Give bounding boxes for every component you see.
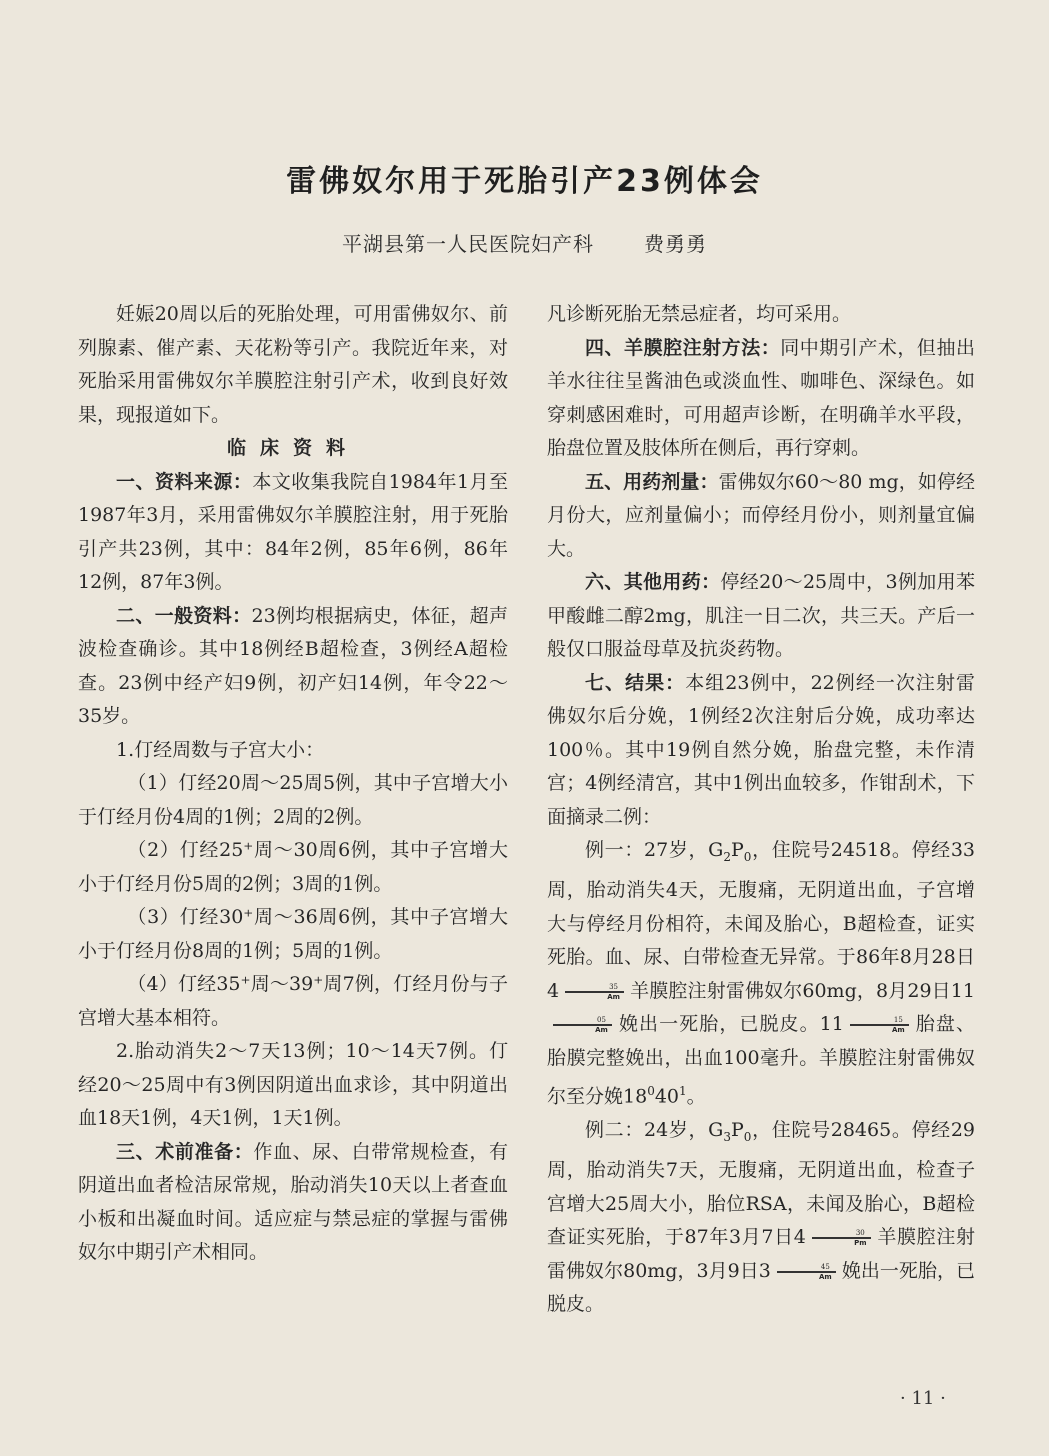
case-one: 例一：27岁，$G_2P_0$，住院号24518。停经33周，胎动消失4天，无腹痛，无阴道出血，子宫增大与停经月份相符，未闻及胎心，B超检查，证实死胎。血、尿、白带检查无异常。于86年8月28日4 $\frac{35}{Am}$ 羊膜腔注射雷佛奴尔60mg，8月29日11 $\frac{05}{Am}$ 娩出一死胎，已脱皮。11 $\frac{15}{Am}$ 胎盘、胎膜完整娩出，出血100毫升。羊膜腔注射雷佛奴尔至分娩$18^040^1$。 bbox=[547, 839, 976, 1108]
paragraph: 四、羊膜腔注射方法：同中期引产术，但抽出羊水往往呈酱油色或淡血性、咖啡色、深绿色。如穿刺感困难时，可用超声诊断，在明确羊水平段，胎盘位置及肢体所在侧后，再行穿刺。 bbox=[547, 336, 975, 459]
right-column bbox=[547, 298, 975, 1322]
section-heading: 六、其他用药： bbox=[585, 571, 721, 593]
paragraph: 一、资料来源：本文收集我院自1984年1月至1987年3月，采用雷佛奴尔羊膜腔注射，用于死胎引产共23例，其中：84年2例，85年6例，86年12例，87年3例。 bbox=[78, 470, 508, 593]
author: 费勇勇 bbox=[644, 232, 707, 256]
paragraph: （2）仃经25⁺周～30周6例，其中子宫增大小于仃经月份5周的2例；3周的1例。 bbox=[78, 839, 508, 895]
paragraph: 2.胎动消失2～7天13例；10～14天7例。仃经20～25周中有3例因阴道出血求诊，其中阴道出血18天1例，4天1例，1天1例。 bbox=[78, 1040, 508, 1129]
section-heading: 一、资料来源： bbox=[116, 470, 253, 493]
byline bbox=[0, 228, 1049, 257]
section-heading: 四、羊膜腔注射方法： bbox=[585, 336, 781, 359]
section-heading: 三、术前准备： bbox=[116, 1140, 254, 1163]
case-two: 例二：24岁，$G_3P_0$，住院号28465。停经29周，胎动消失7天，无腹痛，无阴道出血，检查子宫增大25周大小，胎位RSA，未闻及胎心，B超检查证实死胎，于87年3月7日4 $\frac{30}{Pm}$ 羊膜腔注射雷佛奴尔80mg，3月9日3 $\frac{45}{Am}$ 娩出一死胎，已脱皮。 bbox=[547, 1119, 976, 1316]
paragraph: （1）仃经20周～25周5例，其中子宫增大小于仃经月份4周的1例；2周的2例。 bbox=[78, 772, 508, 828]
paragraph: 妊娠20周以后的死胎处理，可用雷佛奴尔、前列腺素、催产素、天花粉等引产。我院近年来，对死胎采用雷佛奴尔羊膜腔注射引产术，收到良好效果，现报道如下。 bbox=[78, 303, 508, 426]
paragraph: 七、结果：本组23例中，22例经一次注射雷佛奴尔后分娩，1例经2次注射后分娩，成功率达100％。其中19例自然分娩，胎盘完整，未作清宫；4例经清宫，其中1例出血较多，作钳刮术，下面摘录二例： bbox=[547, 671, 975, 828]
paragraph: 1.仃经周数与子宫大小： bbox=[116, 738, 325, 761]
time-fraction: $\frac{45}{Am}$ bbox=[777, 1263, 836, 1281]
time-fraction: $\frac{30}{Pm}$ bbox=[812, 1229, 871, 1247]
paragraph: 凡诊断死胎无禁忌症者，均可采用。 bbox=[547, 303, 852, 325]
paragraph: （4）仃经35⁺周～39⁺周7例，仃经月份与子宫增大基本相符。 bbox=[78, 973, 508, 1029]
paragraph: 三、术前准备：作血、尿、白带常规检查，有阴道出血者检洁尿常规，胎动消失10天以上者查血小板和出凝血时间。适应症与禁忌症的掌握与雷佛奴尔中期引产术相同。 bbox=[78, 1140, 508, 1263]
institution: 平湖县第一人民医院妇产科 bbox=[342, 232, 594, 256]
page-number: · 11 · bbox=[900, 1388, 946, 1409]
article-title: 雷佛奴尔用于死胎引产23例体会 bbox=[286, 164, 763, 199]
section-heading: 五、用药剂量： bbox=[585, 470, 719, 493]
paragraph: 五、用药剂量：雷佛奴尔60～80 mg，如停经月份大，应剂量偏小；而停经月份小，则剂量宜偏大。 bbox=[547, 470, 975, 560]
time-fraction: $\frac{35}{Am}$ bbox=[565, 983, 624, 1001]
section-heading: 二、一般资料： bbox=[116, 604, 252, 627]
paragraph: 六、其他用药：停经20～25周中，3例加用苯甲酸雌二醇2mg，肌注一日二次，共三天。产后一般仅口服益母草及抗炎药物。 bbox=[547, 571, 975, 660]
paragraph: 二、一般资料：23例均根据病史，体征，超声波检查确诊。其中18例经B超检查，3例经A超检查。23例中经产妇9例，初产妇14例，年令22～35岁。 bbox=[78, 604, 508, 727]
paragraph: （3）仃经30⁺周～36周6例，其中子宫增大小于仃经月份8周的1例；5周的1例。 bbox=[78, 906, 508, 962]
section-heading: 七、结果： bbox=[585, 671, 686, 694]
time-fraction: $\frac{15}{Am}$ bbox=[850, 1016, 909, 1034]
section-title: 临床资料 bbox=[226, 437, 359, 459]
time-fraction: $\frac{05}{Am}$ bbox=[553, 1016, 612, 1034]
left-column bbox=[78, 298, 508, 1270]
